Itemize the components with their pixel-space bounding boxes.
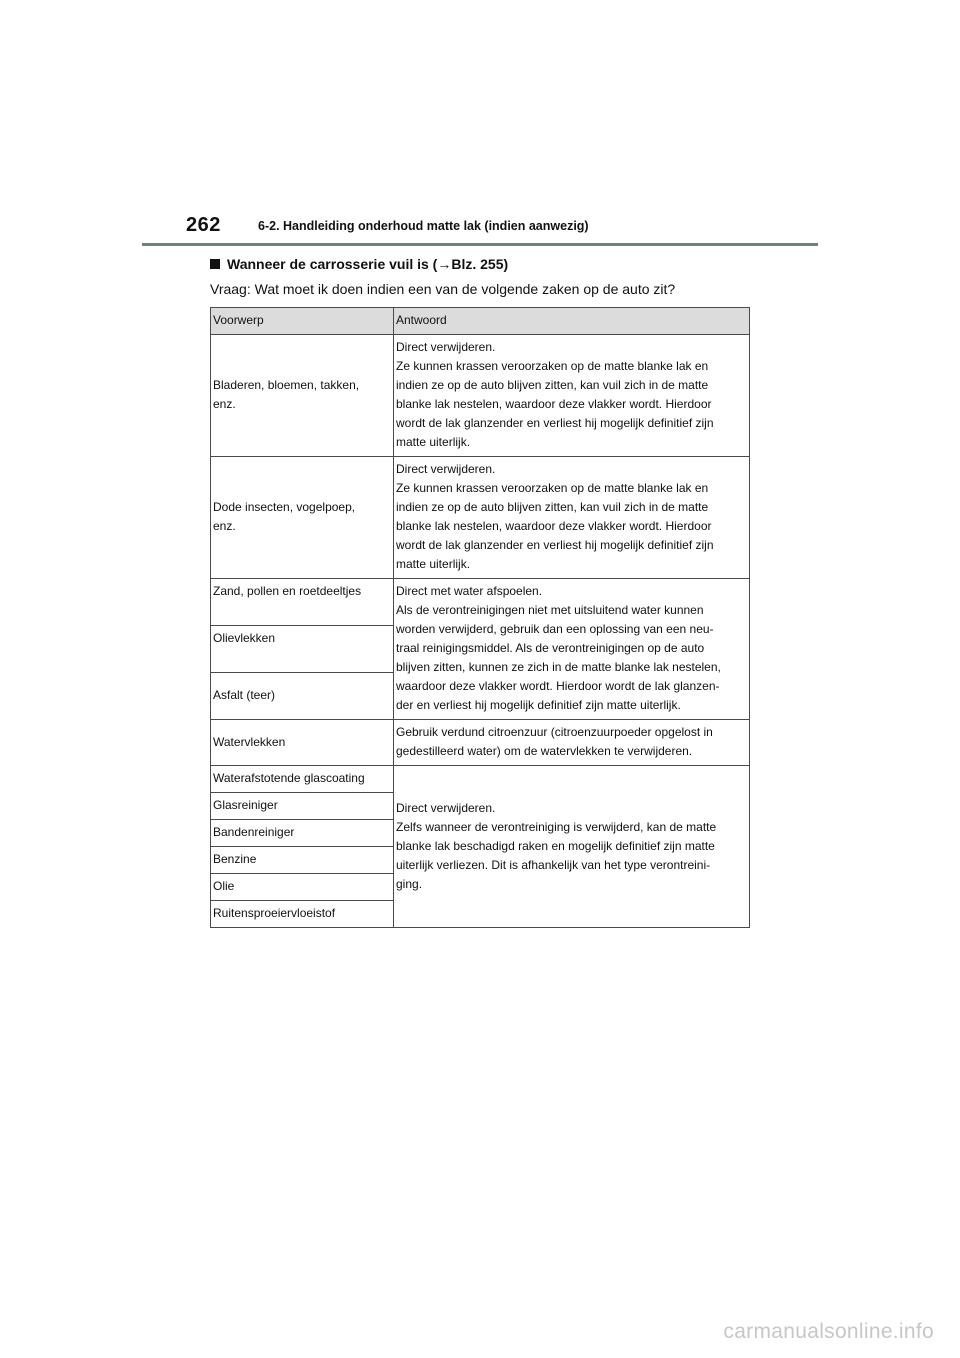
object-cell: Bandenreiniger — [211, 820, 394, 847]
table-row — [211, 457, 750, 579]
object-cell: Zand, pollen en roetdeeltjes — [211, 579, 394, 626]
object-cell: Ruitensproeiervloeistof — [211, 901, 394, 928]
object-cell: Asfalt (teer) — [211, 673, 394, 720]
object-cell: Waterafstotende glascoating — [211, 766, 394, 793]
object-cell: Dode insecten, vogelpoep, enz. — [211, 457, 394, 579]
answer-cell: Direct verwijderen. Ze kunnen krassen veroorzaken op de matte blanke lak en indien ze op de auto blijven zitten, kan vuil zich in de matte blanke lak nestelen, waardoor deze vlakker wordt. Hierdoor wordt de lak glanzender en verliest hij mogelijk definitief zijn matte uiterlijk. — [394, 457, 750, 579]
answer-cell: Direct verwijderen. Zelfs wanneer de verontreiniging is verwijderd, kan de matte blanke lak beschadigd raken en mogelijk definitief zijn matte uiterlijk verliezen. Dit is afhankelijk van het type verontreini- ging. — [394, 766, 750, 928]
table-header-row — [211, 308, 750, 335]
answer-cell: Direct verwijderen. Ze kunnen krassen veroorzaken op de matte blanke lak en indien ze op de auto blijven zitten, kan vuil zich in de matte blanke lak nestelen, waardoor deze vlakker wordt. Hierdoor wordt de lak glanzender en verliest hij mogelijk definitief zijn matte uiterlijk. — [394, 335, 750, 457]
object-cell: Bladeren, bloemen, takken, enz. — [211, 335, 394, 457]
watermark-logo: carmanualsonline.info — [723, 1320, 934, 1343]
header-divider — [142, 243, 818, 246]
answer-cell: Direct met water afspoelen. Als de verontreinigingen niet met uitsluitend water kunnen worden verwijderd, gebruik dan een oplossing van een neu- traal reinigingsmiddel. Als de verontreinigingen op de auto blijven zitten, kunnen ze zich in de matte blanke lak nestelen, waardoor deze vlakker wordt. Hierdoor wordt de lak glanzen- der en verliest hij mogelijk definitief zijn matte uiterlijk. — [394, 579, 750, 720]
object-cell: Olie — [211, 874, 394, 901]
table-row — [211, 335, 750, 457]
object-cell: Olievlekken — [211, 626, 394, 673]
column-header-answer: Antwoord — [394, 308, 750, 335]
answer-cell: Gebruik verdund citroenzuur (citroenzuurpoeder opgelost in gedestilleerd water) om de watervlekken te verwijderen. — [394, 720, 750, 766]
object-cell: Glasreiniger — [211, 793, 394, 820]
object-cell: Watervlekken — [211, 720, 394, 766]
table-row — [211, 720, 750, 766]
table-row — [211, 766, 750, 793]
chapter-title: 6-2. Handleiding onderhoud matte lak (indien aanwezig) — [258, 219, 589, 233]
question-text: Vraag: Wat moet ik doen indien een van de volgende zaken op de auto zit? — [210, 281, 676, 297]
object-cell: Benzine — [211, 847, 394, 874]
page-number: 262 — [186, 214, 221, 236]
section-heading-text: Wanneer de carrosserie vuil is (→Blz. 255) — [227, 256, 509, 272]
section-heading — [210, 256, 508, 272]
care-table — [210, 307, 750, 928]
square-bullet-icon — [210, 259, 220, 269]
table-row — [211, 579, 750, 626]
column-header-object: Voorwerp — [211, 308, 394, 335]
